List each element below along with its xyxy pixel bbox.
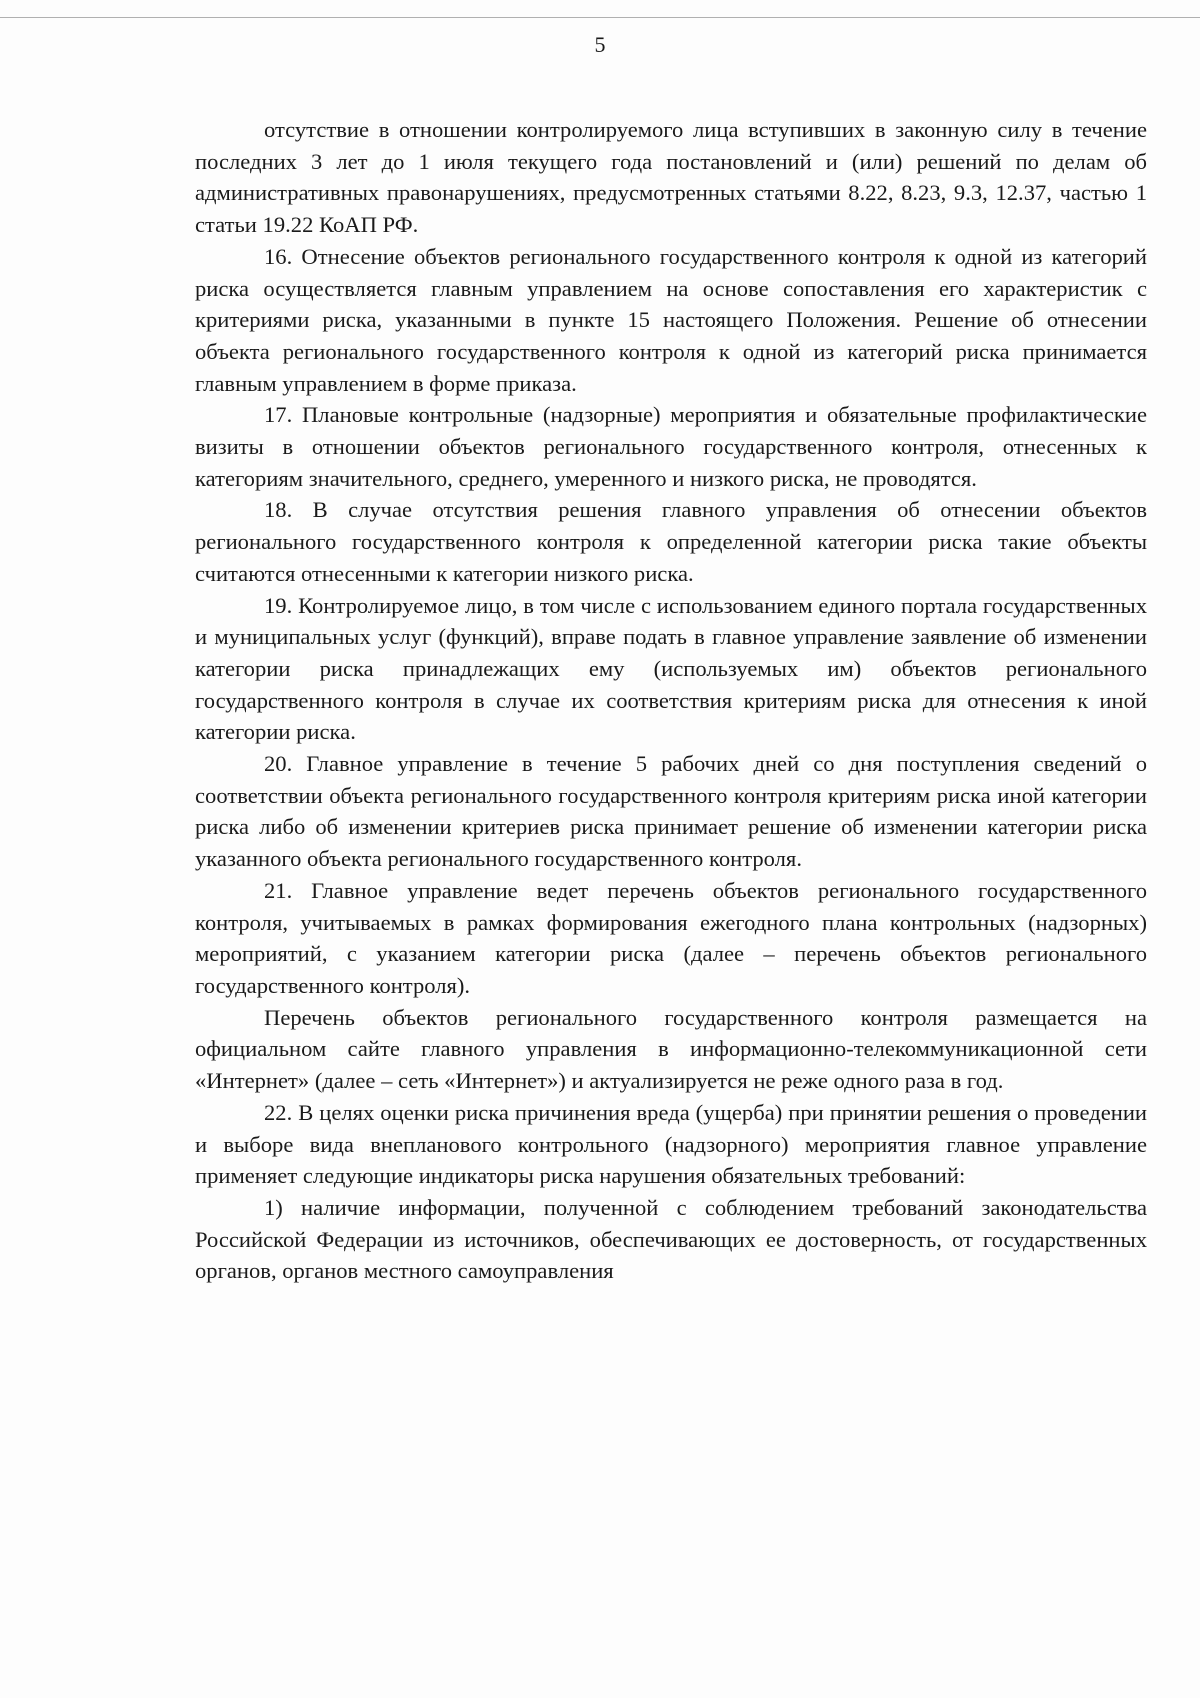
paragraph-16: 16. Отнесение объектов регионального государственного контроля к одной из категорий риска осуществляется главным управлением на основе сопоставления его характеристик с критериями риска, указанными в пункте 15 настоящего Положения. Решение об отнесении объекта регионального государственного контроля к одной из категорий риска принимается главным управлением в форме приказа. (195, 243, 1147, 396)
paragraph-22-item-1: 1) наличие информации, полученной с соблюдением требований законодательства Российской Федерации из источников, обеспечивающих ее достоверность, от государственных органов, органов местного самоуправления (195, 1194, 1147, 1284)
paragraph-17: 17. Плановые контрольные (надзорные) мероприятия и обязательные профилактические визиты в отношении объектов регионального государственного контроля, отнесенных к категориям значительного, среднего, умеренного и низкого риска, не проводятся. (195, 402, 1147, 491)
document-body (195, 114, 1147, 1287)
paragraph-22: 22. В целях оценки риска причинения вреда (ущерба) при принятии решения о проведении и выборе вида внепланового контрольного (надзорного) мероприятия главное управление применяет следующие индикаторы риска нарушения обязательных требований: (195, 1099, 1147, 1189)
paragraph-21-list-note: Перечень объектов регионального государственного контроля размещается на официальном сайте главного управления в информационно-телекоммуникационной сети «Интернет» (далее – сеть «Интернет») и актуализируется не реже одного раза в год. (195, 1004, 1147, 1094)
page-number: 5 (594, 32, 606, 57)
paragraph-18: 18. В случае отсутствия решения главного управления об отнесении объектов регионального государственного контроля к определенной категории риска такие объекты считаются отнесенными к категории низкого риска. (195, 497, 1147, 586)
paragraph-20: 20. Главное управление в течение 5 рабочих дней со дня поступления сведений о соответствии объекта регионального государственного контроля критериям риска иной категории риска либо об изменении критериев риска принимает решение об изменении категории риска указанного объекта регионального государственного контроля. (195, 751, 1147, 872)
page-top-edge (0, 17, 1200, 18)
paragraph-15-continuation: отсутствие в отношении контролируемого лица вступивших в законную силу в течение последних 3 лет до 1 июля текущего года постановлений и (или) решений по делам об административных правонарушениях, предусмотренных статьями 8.22, 8.23, 9.3, 12.37, частью 1 статьи 19.22 КоАП РФ. (195, 117, 1147, 238)
paragraph-19: 19. Контролируемое лицо, в том числе с использованием единого портала государственных и муниципальных услуг (функций), вправе подать в главное управление заявление об изменении категории риска принадлежащих ему (используемых им) объектов регионального государственного контроля в случае их соответствия критериям риска для отнесения к иной категории риска. (195, 592, 1147, 745)
paragraph-21: 21. Главное управление ведет перечень объектов регионального государственного контроля, учитываемых в рамках формирования ежегодного плана контрольных (надзорных) мероприятий, с указанием категории риска (далее – перечень объектов регионального государственного контроля). (195, 877, 1147, 998)
